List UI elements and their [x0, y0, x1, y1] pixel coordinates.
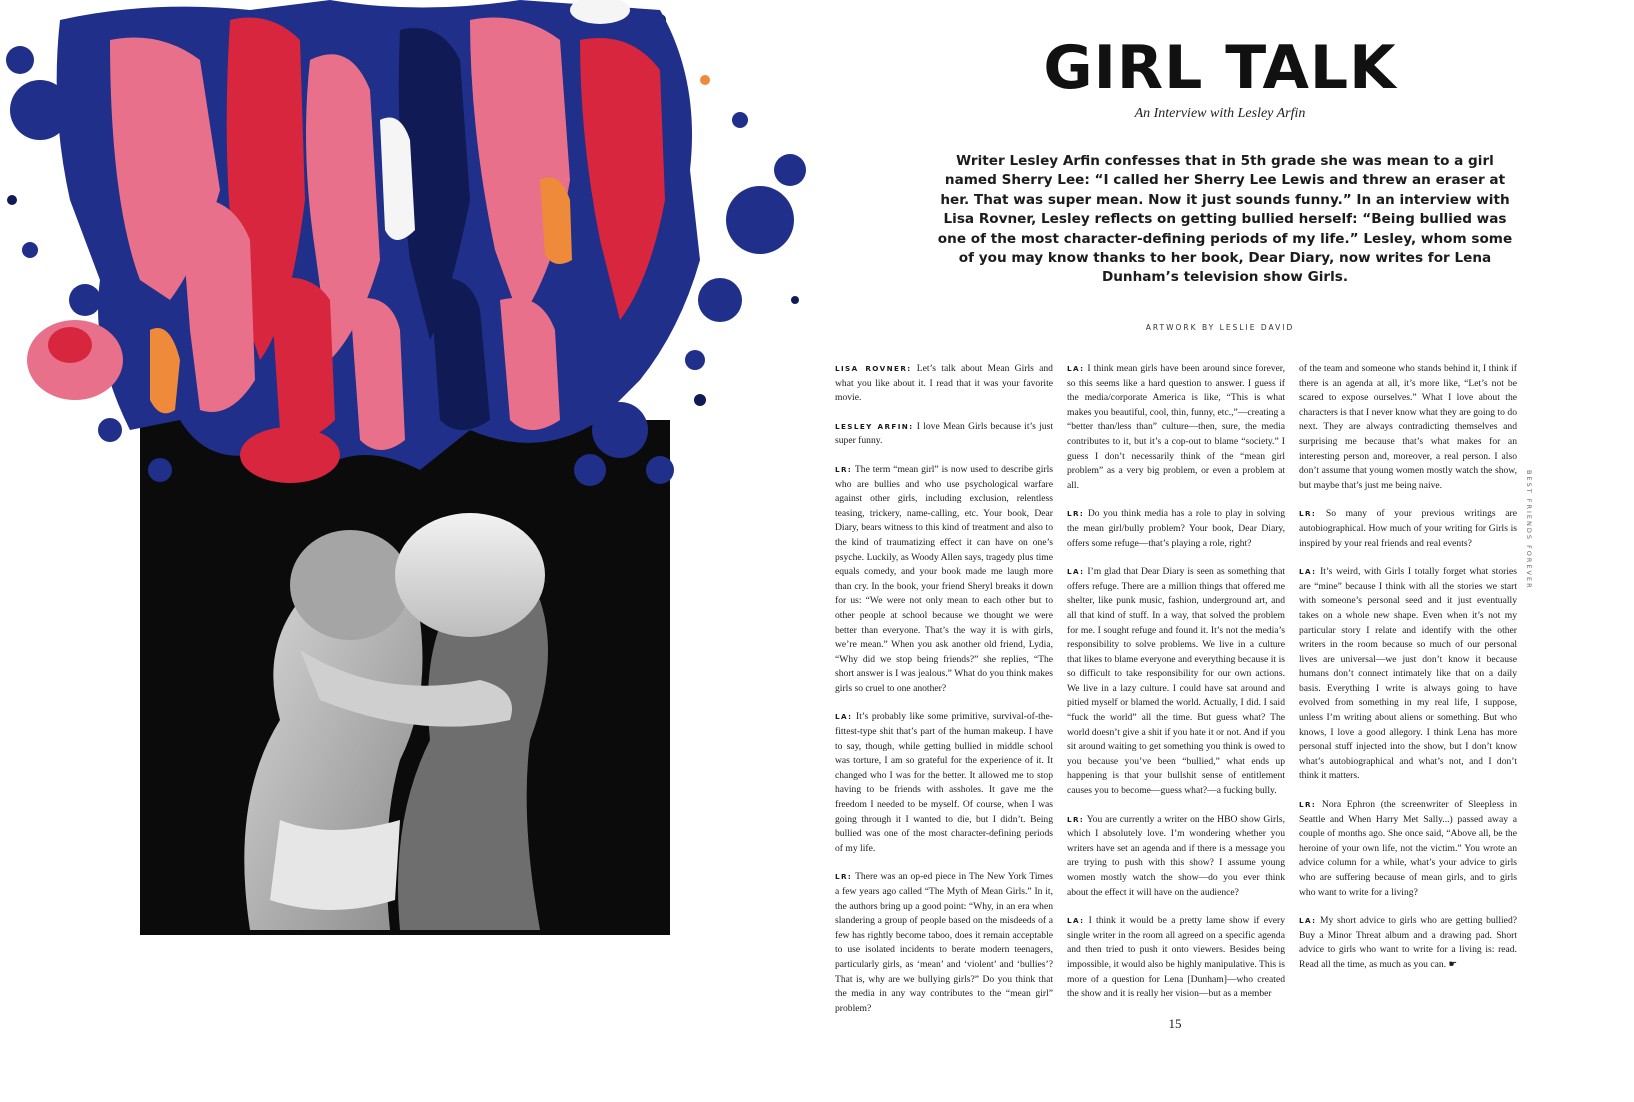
paragraph-text: I love Mean Girls because it’s just super funny.	[835, 420, 1053, 447]
interview-paragraph	[835, 870, 1053, 1016]
interview-paragraph	[835, 710, 1053, 856]
speaker-label: LA:	[1299, 567, 1317, 577]
interview-paragraph	[1299, 565, 1517, 784]
interview-paragraph	[1067, 813, 1285, 901]
speaker-label: LR:	[1067, 814, 1085, 824]
paragraph-text: Let’s talk about Mean Girls and what you like about it. I read that it was your favorite movie.	[835, 363, 1053, 404]
artwork-credit: ARTWORK BY LESLIE DAVID	[1145, 323, 1295, 332]
artwork-panel	[0, 0, 820, 1000]
page-number: 15	[1168, 1016, 1182, 1031]
speaker-label: LR:	[1067, 509, 1085, 519]
interview-paragraph	[1067, 507, 1285, 551]
interview-paragraph	[1067, 565, 1285, 799]
paragraph-text: The term “mean girl” is now used to describe girls who are bullies and who use psychological warfare against other girls, including exclusion, relentless teasing, trickery, name-calling, etc. Your book, Dear Diary, bears witness to this kind of treatment and also to the kind of traumatizing effect it can have on one’s psyche. Luckily, as Woody Allen says, tragedy plus time equals comedy, and your book made me laugh more than cry. In the book, your friend Sheryl breaks it down for us: “We were not only mean to each other but to other people at school because we thought we were better than everyone. That’s the way it is with girls, we’re mean.” When you ask another old friend, Lydia, “Why did we stop being friends?” she replies, “The short answer is I was jealous.” What do you think makes girls so cruel to one another?	[835, 463, 1053, 694]
speaker-label: LA:	[835, 712, 853, 722]
interview-paragraph	[1067, 362, 1285, 493]
interview-paragraph	[1299, 914, 1517, 972]
paragraph-text: I think mean girls have been around since forever, so this seems like a hard question to answer. I guess if the media/corporate America is like, “This is what makes you beautiful, cool, thin, funny, etc.,”—creating a “better than/less than” culture—then, sure, the media contributes to it, but it’s a cop-out to blame “society.” I guess I don’t necessarily think of the “mean girl problem” as a very big problem, or even a problem at all.	[1067, 363, 1285, 491]
paragraph-text: There was an op-ed piece in The New York Times a few years ago called “The Myth of Mean Girls.” In it, the authors bring up a good point: “Why, in an era when slandering a group of people based on the misdeeds of a few has rightly become taboo, does it remain acceptable to use isolated incidents to berate modern teenagers, particularly girls, as ‘mean’ and ‘violent’ and ‘bullies’? That is, why are we bullying girls?” Do you think that the media in any way contributes to the “mean girl” problem?	[835, 871, 1053, 1014]
speaker-label: LR:	[835, 872, 853, 882]
interview-paragraph	[1067, 914, 1285, 1002]
interview-paragraph	[835, 362, 1053, 406]
paragraph-text: So many of your previous writings are autobiographical. How much of your writing for Girls is inspired by your real friends and real events?	[1299, 508, 1517, 549]
paragraph-text: of the team and someone who stands behind it, I think if there is an agenda at all, it’s more like, “Let’s not be scared to expose ourselves.” What I love about the characters is that I never know what they are going to do next. They are always contradicting themselves and surprising me because that’s what makes for an interesting person and, moreover, a real person. I also don’t assume that young women mostly watch the show, but maybe that’s just me being naive.	[1299, 363, 1517, 491]
speaker-label: LA:	[1067, 916, 1085, 926]
speaker-label: LESLEY ARFIN:	[835, 421, 914, 431]
paragraph-text: I think it would be a pretty lame show if every single writer in the room all agreed on a specific agenda and then tried to push it onto viewers. Besides being impossible, it would also be highly manipulative. This is more of a question for Lena [Dunham]—who created the show and it is really her vision—but as a member	[1067, 915, 1285, 1000]
paragraph-text: I’m glad that Dear Diary is seen as something that offers refuge. There are a million things that offered me shelter, like punk music, fashion, underground art, and all that kind of stuff. In a way, that solved the problem for me. I sought refuge and found it. It’s not the media’s responsibility to solve problems. We live in a culture that likes to blame everyone and everything because it is so difficult to take responsibility for our own actions. We live in a lazy culture. I could have sat around and pitied myself or blamed the world. Actually, I did. I said “fuck the world” all the time. But guess what? The world doesn’t give a shit if you hate it or not. And if you sit around waiting to get something you think is owed to you because you’ve been “bullied,” what ends up happening is that your bullshit sense of entitlement causes you to become—guess what?—a fucking bully.	[1067, 566, 1285, 797]
text-column-1	[835, 362, 1053, 1030]
text-column-2	[1067, 362, 1285, 1016]
interview-paragraph	[1299, 507, 1517, 551]
article-subtitle: An Interview with Lesley Arfin	[1134, 106, 1306, 121]
paragraph-text: Do you think media has a role to play in solving the mean girl/bully problem? Your book, Dear Diary, offers some refuge—that’s playing a role, right?	[1067, 508, 1285, 549]
paragraph-text: You are currently a writer on the HBO show Girls, which I absolutely love. I’m wondering whether you writers have set an agenda and if there is a message you are trying to push with this show? I assume young women mostly watch the show—do you ever think about the effect it will have on the audience?	[1067, 813, 1285, 898]
paragraph-text: My short advice to girls who are getting bullied? Buy a Minor Threat album and a drawing pad. Short advice to girls who want to write for a living is: read. Read all the time, as much as you can. ☛	[1299, 915, 1517, 970]
interview-paragraph	[835, 420, 1053, 449]
paragraph-text: It’s probably like some primitive, survival-of-the-fittest-type shit that’s part of the human makeup. I have to say, though, while getting bullied in middle school was torture, I am so grateful for the experience of it. It changed who I was for the better. It allowed me to stop having to be friends with assholes. It gave me the freedom I needed to be myself. Of course, when I was going through it I wanted to die, but I didn’t. Being bullied was one of the most character-defining periods of my life.	[835, 711, 1053, 854]
speaker-label: LA:	[1299, 916, 1317, 926]
paint-artwork	[0, 0, 820, 1000]
speaker-label: LISA ROVNER:	[835, 364, 912, 373]
article-intro: Writer Lesley Arfin confesses that in 5th grade she was mean to a girl named Sherry Lee: “I called her Sherry Lee Lewis and threw an eraser at her. That was super mean. Now it just sounds funny.” In an interview with Lisa Rovner, Lesley reflects on getting bullied herself: “Being bullied was one of the most character-defining periods of my life.” Lesley, whom some of you may know thanks to her book, Dear Diary, now writes for Lena Dunham’s television show Girls.	[937, 153, 1513, 286]
interview-paragraph	[1299, 798, 1517, 900]
section-side-label: BEST FRIENDS FOREVER	[1525, 470, 1533, 590]
paragraph-text: Nora Ephron (the screenwriter of Sleepless in Seattle and When Harry Met Sally...) passed away a couple of months ago. She once said, “Above all, be the heroine of your own life, not the victim.” You wrote an advice column for a while, what’s your advice to girls who are suffering because of mean girls, and to girls who want to write for a living?	[1299, 799, 1517, 898]
interview-paragraph	[1299, 362, 1517, 493]
text-column-3	[1299, 362, 1517, 987]
article-title: GIRL TALK	[1043, 33, 1397, 103]
speaker-label: LR:	[1299, 509, 1317, 519]
speaker-label: LA:	[1067, 364, 1085, 373]
paragraph-text: It’s weird, with Girls I totally forget what stories are “mine” because I think with all the stories we start with someone’s personal seed and it just eventually takes on a whole new shape. Even when it’s not my particular story I relate and identify with the other writers in the room because so much of our personal lives are universal—we just don’t know it because humans don’t connect intimately like that on a daily basis. Everything I write is always going to have evolved from something in my real life, I suppose, unless I’m writing about aliens or something. But who knows, I love a good allegory. I think Lena has more personal stuff injected into the show, but I don’t know what’s autobiographical and what’s not, and I don’t think it matters.	[1299, 566, 1517, 782]
speaker-label: LA:	[1067, 567, 1085, 577]
speaker-label: LR:	[1299, 800, 1317, 810]
speaker-label: LR:	[835, 464, 853, 474]
interview-paragraph	[835, 463, 1053, 697]
